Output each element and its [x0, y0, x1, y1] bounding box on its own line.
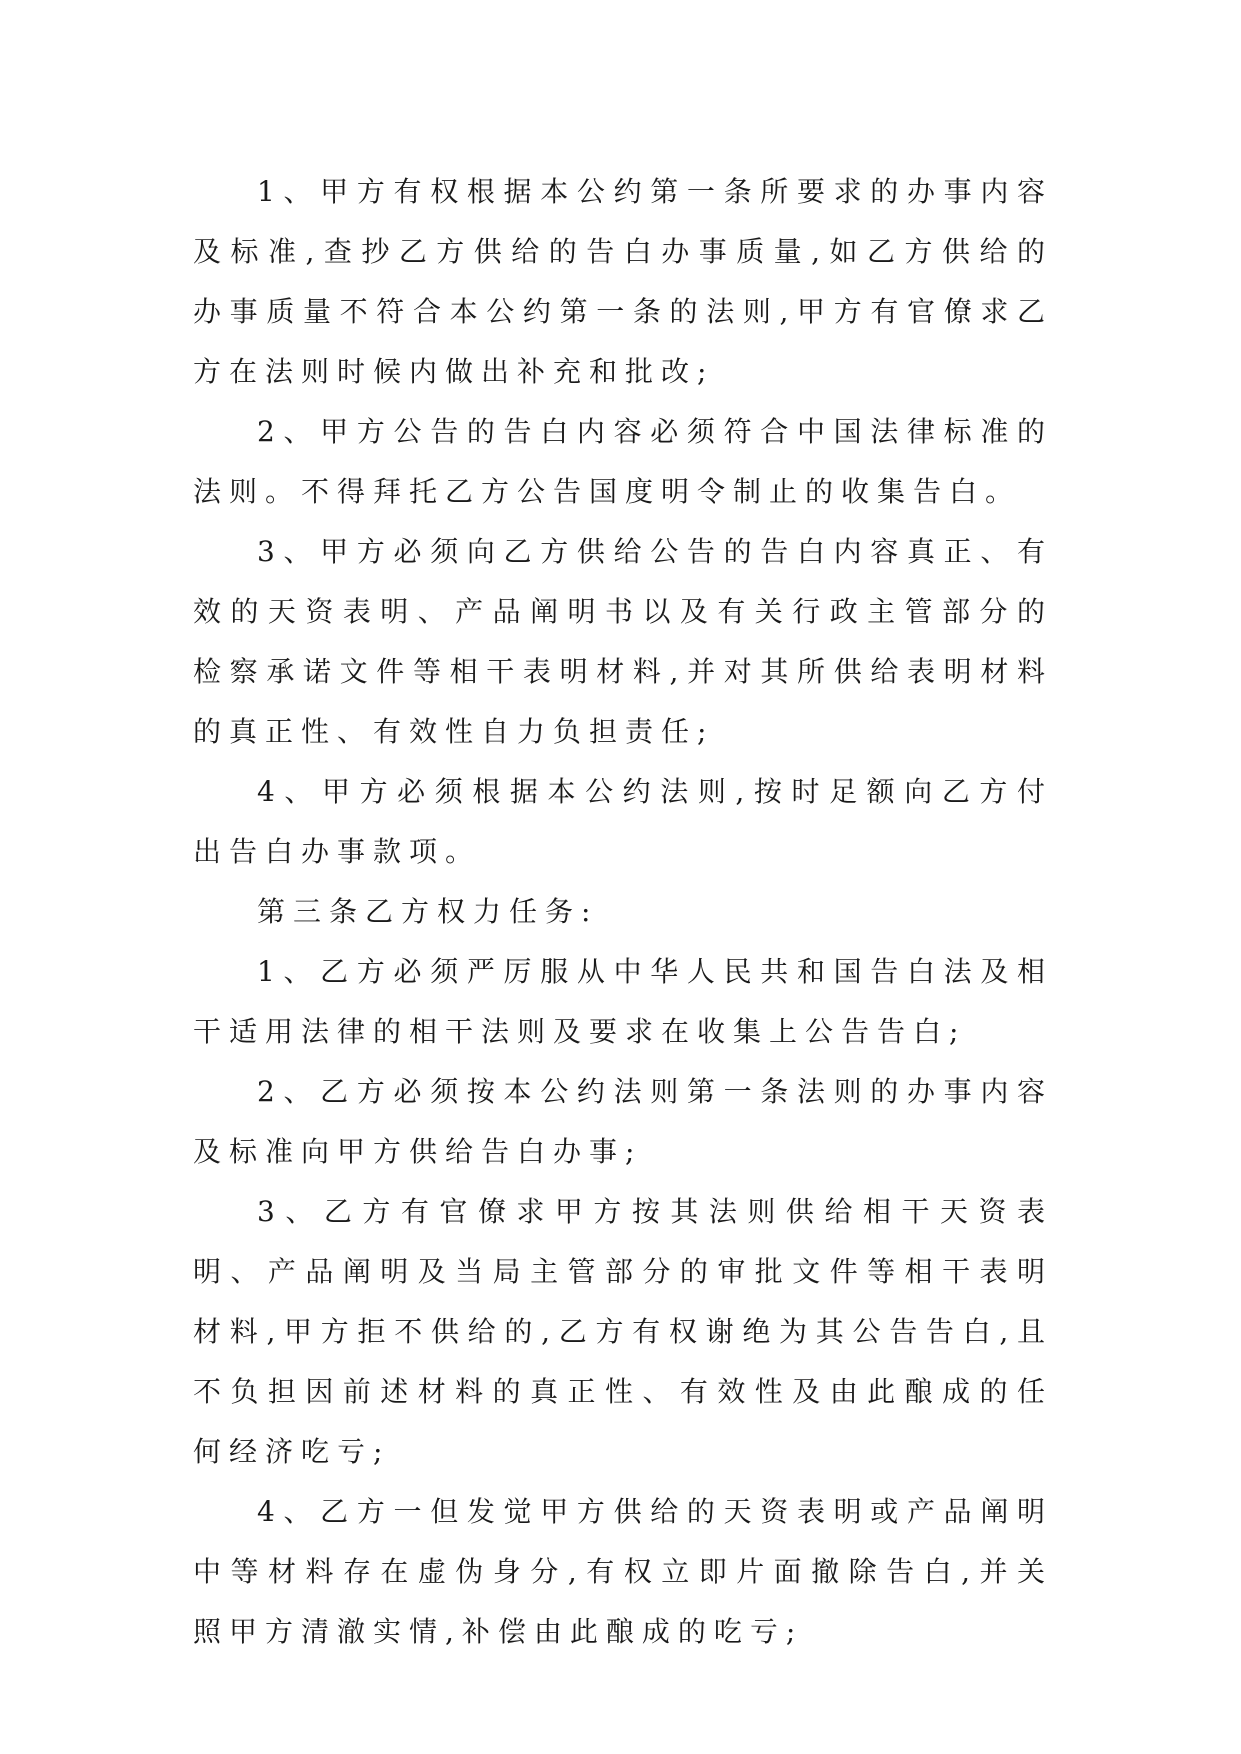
section-heading: 第三条乙方权力任务: — [257, 895, 599, 928]
clause-paragraph: 1、乙方必须严厉服从中华人民共和国告白法及相干适用法律的相干法则及要求在收集上公告告白; — [193, 955, 1053, 1048]
clause-paragraph: 4、乙方一但发觉甲方供给的天资表明或产品阐明中等材料存在虚伪身分,有权立即片面撤除告白,并关照甲方清澈实情,补偿由此酿成的吃亏; — [193, 1495, 1053, 1648]
clause-paragraph: 4、甲方必须根据本公约法则,按时足额向乙方付出告白办事款项。 — [193, 775, 1053, 868]
clause-paragraph: 3、乙方有官僚求甲方按其法则供给相干天资表明、产品阐明及当局主管部分的审批文件等相干表明材料,甲方拒不供给的,乙方有权谢绝为其公告告白,且不负担因前述材料的真正性、有效性及由此酿成的任何经济吃亏; — [193, 1195, 1053, 1468]
clause-paragraph: 3、甲方必须向乙方供给公告的告白内容真正、有效的天资表明、产品阐明书以及有关行政主管部分的检察承诺文件等相干表明材料,并对其所供给表明材料的真正性、有效性自力负担责任; — [193, 535, 1053, 748]
clause-paragraph: 2、甲方公告的告白内容必须符合中国法律标准的法则。不得拜托乙方公告国度明令制止的收集告白。 — [193, 415, 1053, 508]
clause-paragraph: 1、甲方有权根据本公约第一条所要求的办事内容及标准,查抄乙方供给的告白办事质量,如乙方供给的办事质量不符合本公约第一条的法则,甲方有官僚求乙方在法则时候内做出补充和批改; — [193, 175, 1053, 388]
clause-paragraph: 2、乙方必须按本公约法则第一条法则的办事内容及标准向甲方供给告白办事; — [193, 1075, 1053, 1168]
document-body — [193, 162, 1053, 1662]
